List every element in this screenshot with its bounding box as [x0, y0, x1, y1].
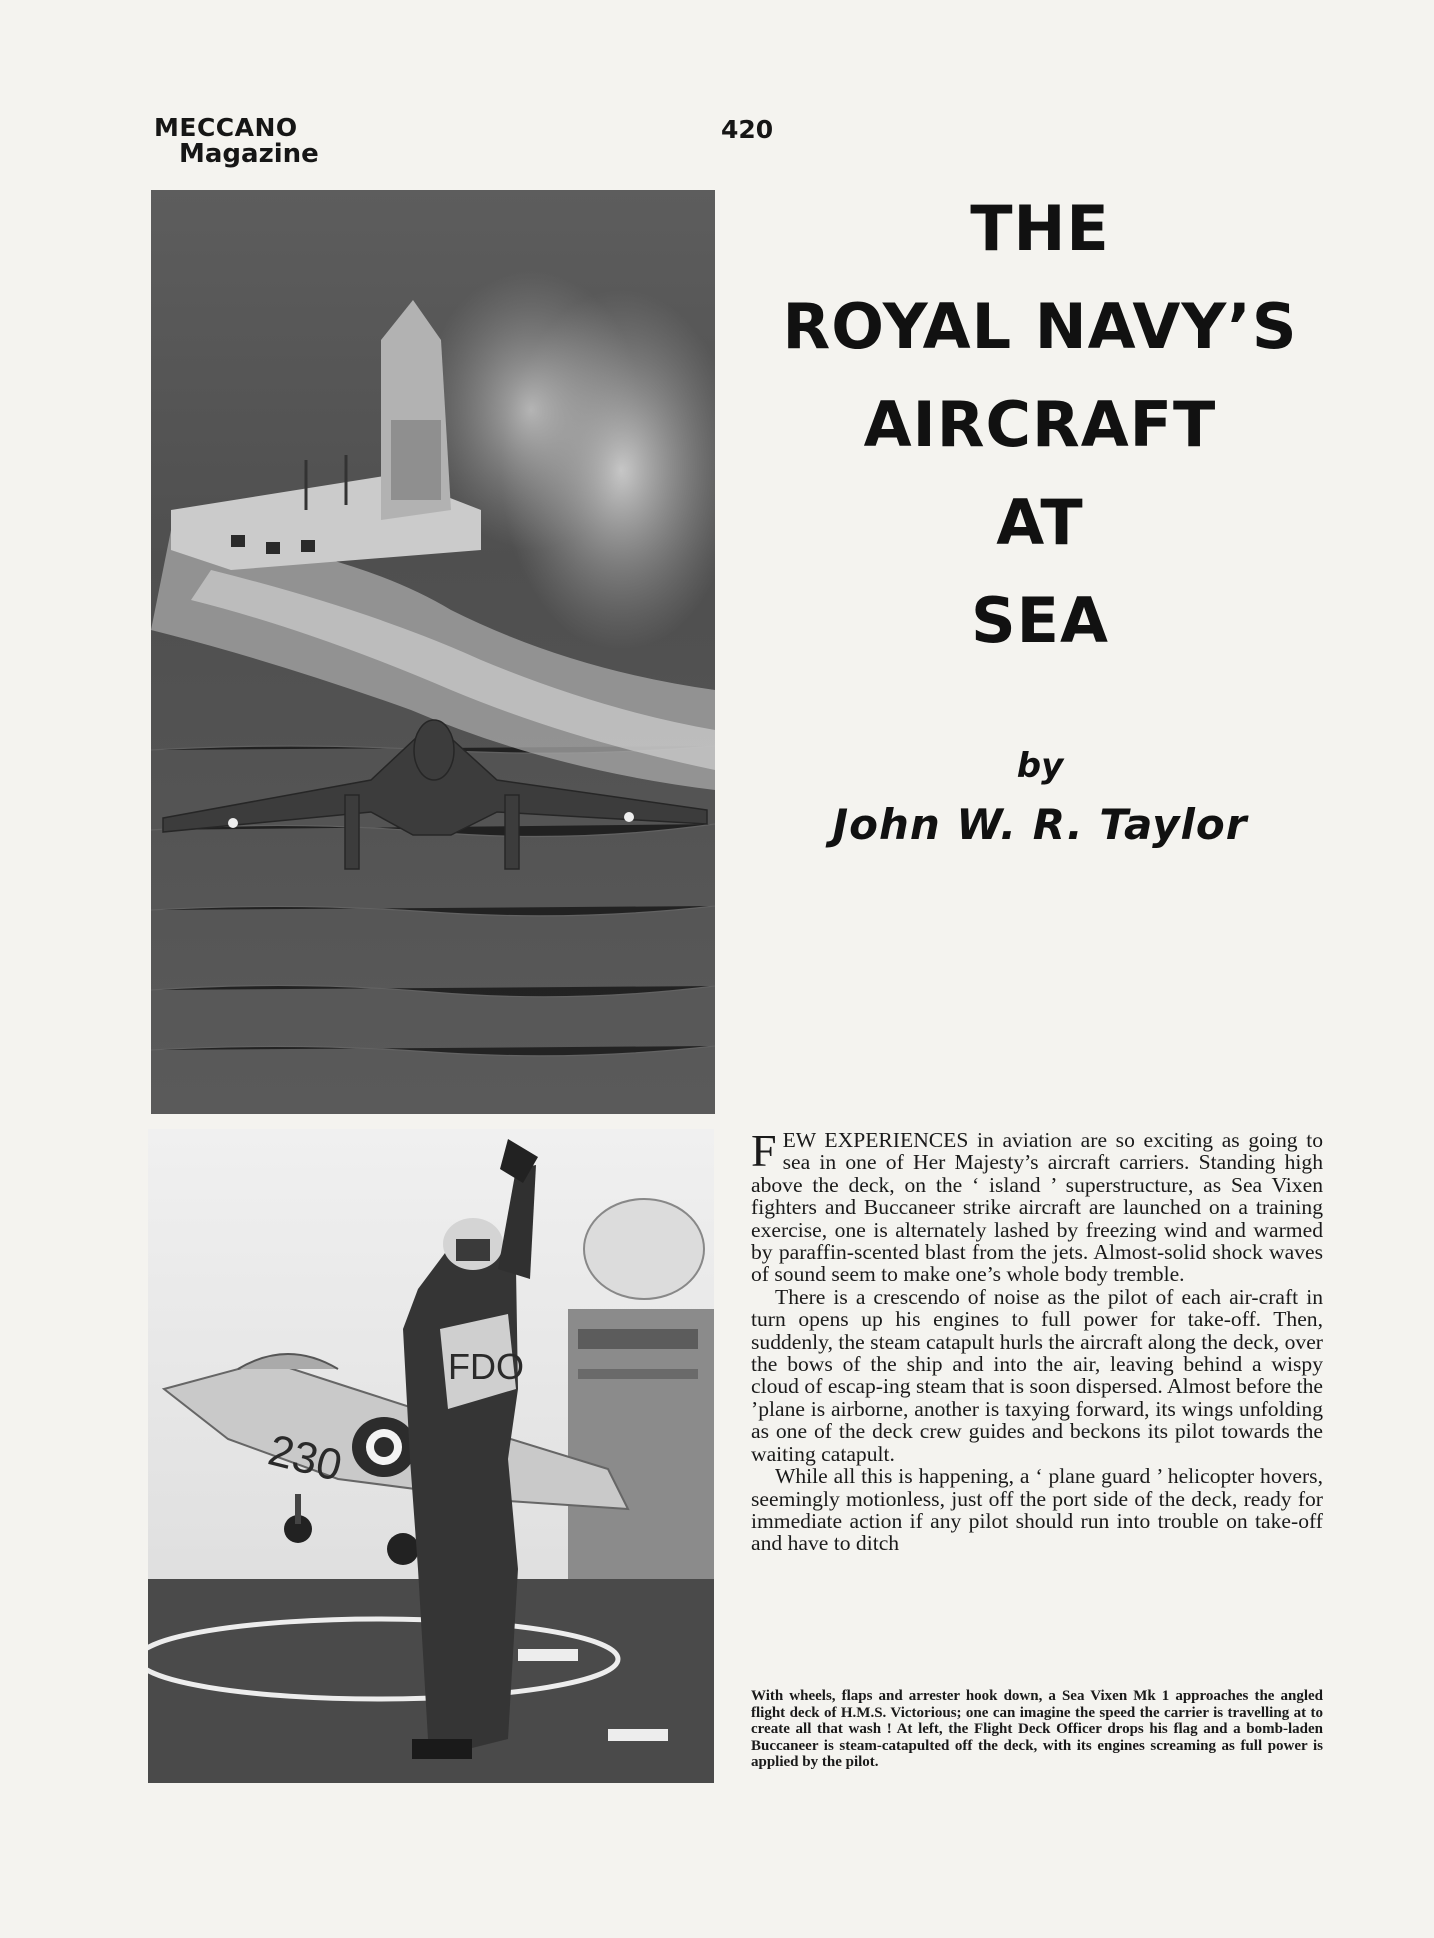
title-line: SEA [971, 584, 1109, 657]
byline-by: by [1016, 746, 1064, 786]
article-title [745, 180, 1335, 670]
masthead [154, 114, 319, 168]
title-line: ROYAL NAVY’S [782, 290, 1298, 363]
photo-caption: With wheels, flaps and arrester hook down, a Sea Vixen Mk 1 approaches the angled flight deck of H.M.S. Victorious; one can imagine the speed the carrier is travelling at to create all that wash ! At left, the Flight Deck Officer drops his flag and a bomb-laden Buccaneer is steam-catapulted off the deck, with its engines screaming as full power is applied by the pilot. [751, 1688, 1323, 1771]
title-line: THE [970, 192, 1110, 265]
drop-cap: F [751, 1125, 777, 1176]
title-line: AIRCRAFT [863, 388, 1217, 461]
title-line: AT [996, 486, 1084, 559]
carrier-sea-vixen-photo [151, 190, 715, 1114]
masthead-line2: Magazine [179, 139, 319, 169]
article-paragraph: There is a crescendo of noise as the pilot of each air-craft in turn opens up his engines to full power for take-off. Then, suddenly, the steam catapult hurls the aircraft along the deck, over the bows of the ship and into the air, leaving behind a wispy cloud of escap-ing steam that is soon dispersed. Almost before the ’plane is airborne, another is taxying forward, its wings unfolding as one of the deck crew guides and beckons its pilot towards the waiting catapult. [751, 1284, 1323, 1466]
masthead-line1: MECCANO [154, 113, 298, 142]
page-number: 420 [721, 115, 774, 144]
article-paragraph [751, 1125, 1323, 1287]
vest-marking: FDO [448, 1346, 524, 1387]
buccaneer-launch-photo [148, 1129, 714, 1783]
article-paragraph: While all this is happening, a ‘ plane guard ’ helicopter hovers, seemingly motionless, just off the port side of the deck, ready for immediate action if any pilot should run into trouble on take-off and have to ditch [751, 1464, 1323, 1556]
aircraft-number: 230 [263, 1425, 347, 1491]
paragraph-text: EW EXPERIENCES in aviation are so exciting as going to sea in one of Her Majesty’s aircraft carriers. Standing high above the deck, on the ‘ island ’ superstructure, as Sea Vixen fighters and Buccaneer strike aircraft are launched on a training exercise, one is alternately lashed by freezing wind and warmed by paraffin-scented blast from the jets. Almost-solid shock waves of sound seem to make one’s whole body tremble. [751, 1128, 1323, 1287]
byline-author: John W. R. Taylor [832, 800, 1248, 849]
article-body [751, 1125, 1323, 1556]
